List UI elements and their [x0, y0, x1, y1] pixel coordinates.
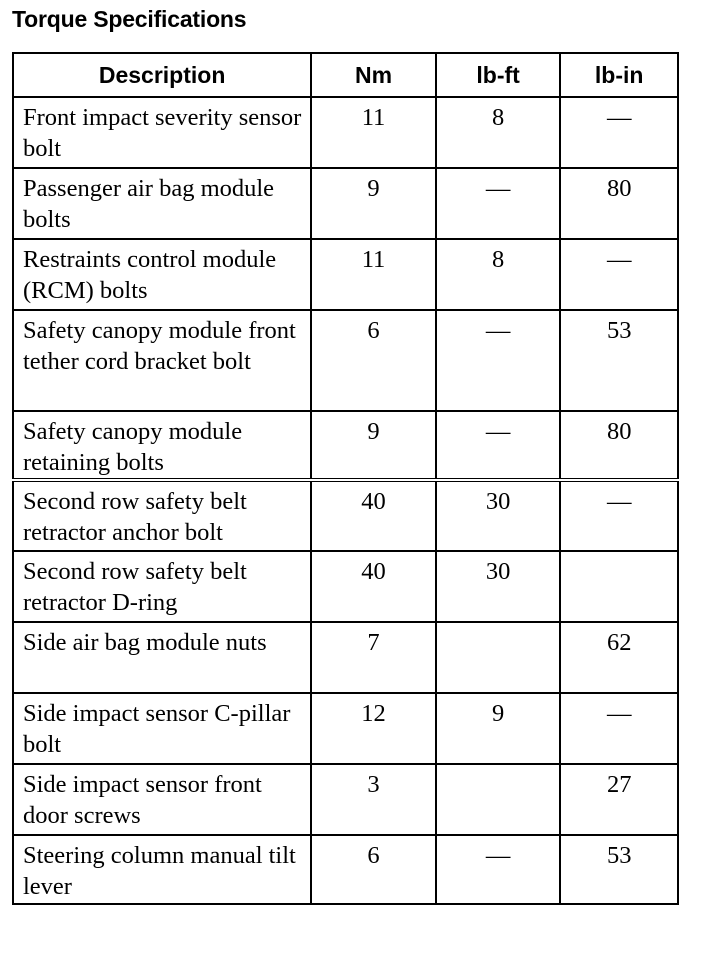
- table-row: [13, 168, 678, 239]
- cell-nm: 3: [311, 764, 436, 835]
- cell-lbin: 27: [560, 764, 678, 835]
- cell-description: Side impact sensor C-pillar bolt: [13, 693, 311, 764]
- cell-description: Second row safety belt retractor D-ring: [13, 551, 311, 622]
- cell-lbft: 30: [436, 480, 561, 551]
- cell-description: Restraints control module (RCM) bolts: [13, 239, 311, 310]
- cell-lbin: —: [560, 693, 678, 764]
- table-row: [13, 551, 678, 622]
- cell-description: Second row safety belt retractor anchor bolt: [13, 480, 311, 551]
- cell-lbft: —: [436, 168, 561, 239]
- cell-lbft: —: [436, 411, 561, 480]
- cell-nm: 11: [311, 239, 436, 310]
- cell-lbin: 53: [560, 310, 678, 411]
- cell-nm: 9: [311, 411, 436, 480]
- table-row: [13, 411, 678, 480]
- table-row: [13, 97, 678, 168]
- table-row: [13, 480, 678, 551]
- header-description: Description: [13, 53, 311, 97]
- cell-lbin: —: [560, 97, 678, 168]
- table-row: [13, 693, 678, 764]
- cell-lbin: —: [560, 480, 678, 551]
- table-row: [13, 310, 678, 411]
- header-lbft: lb-ft: [436, 53, 561, 97]
- header-lbin: lb-in: [560, 53, 678, 97]
- cell-nm: 12: [311, 693, 436, 764]
- cell-lbft: 9: [436, 693, 561, 764]
- cell-lbft: [436, 764, 561, 835]
- cell-description: Passenger air bag module bolts: [13, 168, 311, 239]
- cell-lbft: —: [436, 310, 561, 411]
- table-row: [13, 239, 678, 310]
- table-row: [13, 622, 678, 693]
- cell-lbft: 8: [436, 239, 561, 310]
- cell-lbin: —: [560, 239, 678, 310]
- table-header-row: [13, 53, 678, 97]
- cell-lbin: [560, 551, 678, 622]
- cell-description: Safety canopy module retaining bolts: [13, 411, 311, 480]
- table-row: [13, 764, 678, 835]
- cell-lbft: —: [436, 835, 561, 904]
- cell-lbin: 80: [560, 168, 678, 239]
- cell-nm: 6: [311, 835, 436, 904]
- cell-description: Safety canopy module front tether cord bracket bolt: [13, 310, 311, 411]
- cell-lbin: 53: [560, 835, 678, 904]
- table-row: [13, 835, 678, 904]
- cell-nm: 11: [311, 97, 436, 168]
- cell-lbft: [436, 622, 561, 693]
- cell-lbin: 62: [560, 622, 678, 693]
- cell-description: Side air bag module nuts: [13, 622, 311, 693]
- page-title: Torque Specifications: [12, 6, 247, 32]
- cell-nm: 9: [311, 168, 436, 239]
- cell-lbft: 8: [436, 97, 561, 168]
- cell-description: Front impact severity sensor bolt: [13, 97, 311, 168]
- torque-spec-table: [12, 52, 679, 905]
- cell-nm: 6: [311, 310, 436, 411]
- cell-description: Side impact sensor front door screws: [13, 764, 311, 835]
- cell-lbin: 80: [560, 411, 678, 480]
- cell-nm: 40: [311, 480, 436, 551]
- header-nm: Nm: [311, 53, 436, 97]
- cell-nm: 40: [311, 551, 436, 622]
- cell-nm: 7: [311, 622, 436, 693]
- cell-lbft: 30: [436, 551, 561, 622]
- cell-description: Steering column manual tilt lever: [13, 835, 311, 904]
